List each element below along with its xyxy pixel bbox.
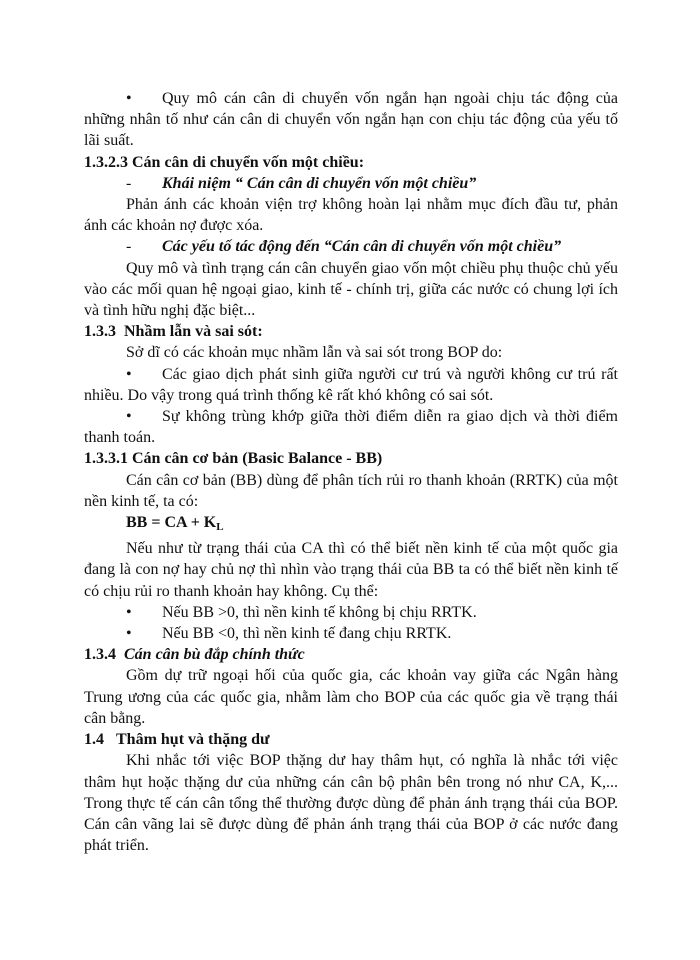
formula-text: BB = CA + K xyxy=(126,514,217,532)
bullet-paragraph xyxy=(84,623,618,644)
section-heading xyxy=(84,729,618,750)
section-heading xyxy=(84,448,618,469)
formula-subscript: L xyxy=(216,521,224,534)
formula xyxy=(84,512,618,538)
bullet-marker: • xyxy=(126,90,132,107)
body-paragraph: Khi nhắc tới việc BOP thặng dư hay thâm hụt, có nghĩa là nhắc tới việc thâm hụt hoặc thặng dư của những cán cân bộ phân bên trong nó như CA, K,... Trong thực tế cán cân tổng thể thường được dùng để phản ánh trạng thái của BOP. Cán cân vãng lai sẽ được dùng để phản ánh trạng thái của BOP ở các nước đang phát triển. xyxy=(84,752,618,855)
section-heading xyxy=(84,321,618,342)
section-heading xyxy=(84,644,618,665)
dash-text: Khái niệm “ Cán cân di chuyển vốn một chiều” xyxy=(162,174,477,192)
section-number: 1.3.2.3 xyxy=(84,153,128,171)
body-paragraph: Nếu như từ trạng thái của CA thì có thể biết nền kinh tế của một quốc gia đang là con nợ hay chủ nợ thì nhìn vào trạng thái của BB ta có thể biết nền kinh tế có chịu rủi ro thanh khoản hay không. Cụ thể: xyxy=(84,540,618,600)
dash-subheading xyxy=(84,236,618,257)
bullet-text: Nếu BB >0, thì nền kinh tế không bị chịu RRTK. xyxy=(162,603,477,621)
dash-marker: - xyxy=(126,238,132,256)
body-paragraph: Cán cân cơ bản (BB) dùng để phân tích rủi ro thanh khoản (RRTK) của một nền kinh tế, ta có: xyxy=(84,471,618,510)
bullet-paragraph xyxy=(84,88,618,152)
dash-text: Các yếu tố tác động đến “Cán cân di chuyển vốn một chiều” xyxy=(162,238,562,256)
bullet-paragraph xyxy=(84,406,618,448)
bullet-text: Nếu BB <0, thì nền kinh tế đang chịu RRTK. xyxy=(162,625,452,643)
dash-marker: - xyxy=(126,174,132,192)
bullet-paragraph xyxy=(84,364,618,406)
section-number: 1.3.4 xyxy=(84,646,116,664)
document-page xyxy=(84,88,618,856)
section-number: 1.3.3.1 xyxy=(84,450,128,468)
dash-subheading xyxy=(84,173,618,194)
section-number: 1.4 xyxy=(84,731,104,749)
body-paragraph: Sở dĩ có các khoản mục nhầm lẫn và sai sót trong BOP do: xyxy=(126,344,503,362)
body-paragraph: Phản ánh các khoản viện trợ không hoàn lại nhằm mục đích đầu tư, phản ánh các khoản nợ được xóa. xyxy=(84,196,618,235)
bullet-paragraph xyxy=(84,602,618,623)
section-title: Nhầm lẫn và sai sót: xyxy=(124,323,263,341)
body-paragraph: Quy mô và tình trạng cán cân chuyển giao vốn một chiều phụ thuộc chủ yếu vào các mối quan hệ ngoại giao, kinh tế - chính trị, giữa các nước có chung lợi ích và tình hữu nghị đặc biệt... xyxy=(84,259,618,320)
bullet-marker: • xyxy=(126,365,132,383)
section-title: Cán cân di chuyển vốn một chiều: xyxy=(132,153,365,171)
section-number: 1.3.3 xyxy=(84,323,116,341)
bullet-marker: • xyxy=(126,408,132,426)
body-paragraph: Gồm dự trữ ngoại hối của quốc gia, các khoản vay giữa các Ngân hàng Trung ương của các quốc gia, nhằm làm cho BOP của các quốc gia về trạng thái cân bằng. xyxy=(84,667,618,727)
section-title: Cán cân cơ bản (Basic Balance - BB) xyxy=(132,450,383,468)
bullet-marker: • xyxy=(126,625,132,643)
bullet-text: Các giao dịch phát sinh giữa người cư trú và người không cư trú rất nhiều. Do vậy trong quá trình thống kê rất khó không có sai sót. xyxy=(84,365,618,404)
section-title: Thâm hụt và thặng dư xyxy=(116,731,270,749)
bullet-text: Sự không trùng khớp giữa thời điểm diễn ra giao dịch và thời điểm thanh toán. xyxy=(84,408,618,447)
section-heading xyxy=(84,152,618,173)
bullet-text: Quy mô cán cân di chuyển vốn ngắn hạn ngoài chịu tác động của những nhân tố như cán cân di chuyển vốn ngắn hạn con chịu tác động của yếu tố lãi suất. xyxy=(84,90,618,150)
section-title: Cán cân bù đắp chính thức xyxy=(124,646,305,664)
bullet-marker: • xyxy=(126,603,132,621)
